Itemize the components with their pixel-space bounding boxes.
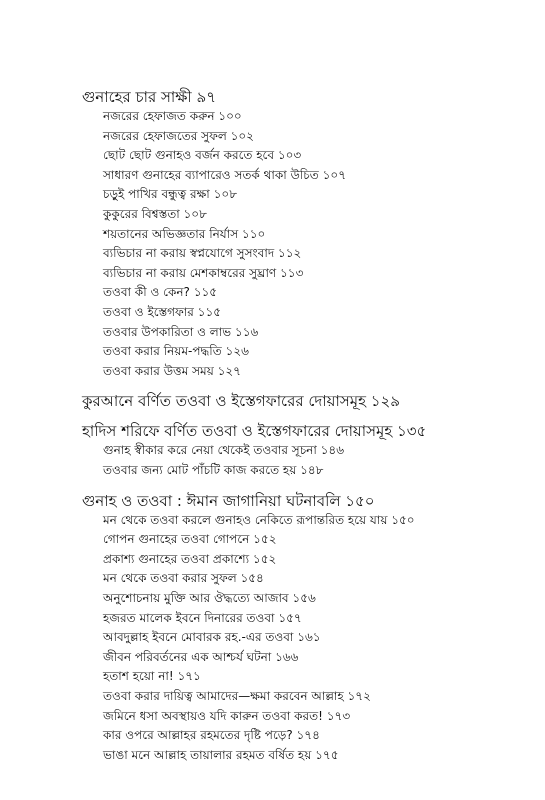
toc-entry: তওবার জন্য মোট পাঁচটি কাজ করতে হয় ১৪৮ bbox=[103, 463, 324, 477]
toc-entry: তওবা ও ইস্তেগফার ১১৫ bbox=[103, 305, 222, 319]
toc-entry: হতাশ হয়ো না! ১৭১ bbox=[103, 669, 201, 684]
toc-entry: গুনাহ স্বীকার করে নেয়া থেকেই তওবার সূচনা ১৪৬ bbox=[103, 443, 345, 458]
section-title-4: গুনাহ ও তওবা : ঈমান জাগানিয়া ঘটনাবলি ১৫০ bbox=[82, 491, 375, 510]
toc-entry: তওবার উপকারিতা ও লাভ ১১৬ bbox=[103, 324, 259, 339]
toc-entry: শয়তানের অভিজ্ঞতার নির্যাস ১১০ bbox=[103, 226, 266, 241]
section-title-2: কুরআনে বর্ণিত তওবা ও ইস্তেগফারের দোয়াসমূহ ১২৯ bbox=[82, 392, 400, 411]
section-title-1: গুনাহের চার সাক্ষী ৯৭ bbox=[82, 88, 216, 106]
toc-entry: গোপন গুনাহের তওবা গোপনে ১৫২ bbox=[103, 532, 277, 547]
toc-entry: তওবা কী ও কেন? ১১৫ bbox=[103, 285, 218, 300]
toc-entry: মন থেকে তওবা করলে গুনাহও নেকিতে রূপান্তরিত হয়ে যায় ১৫০ bbox=[103, 512, 415, 527]
toc-entry: ব্যভিচার না করায় স্বপ্নযোগে সুসংবাদ ১১২ bbox=[103, 246, 302, 261]
toc-entry: হজরত মালেক ইবনে দিনারের তওবা ১৫৭ bbox=[103, 610, 302, 625]
toc-entry: নজরের হেফাজতের সুফল ১০২ bbox=[103, 128, 254, 143]
section-title-3: হাদিস শরিফে বর্ণিত তওবা ও ইস্তেগফারের দোয়াসমূহ ১৩৫ bbox=[82, 422, 427, 441]
toc-entry: মন থেকে তওবা করার সুফল ১৫৪ bbox=[103, 571, 264, 586]
toc-entry: চড়ুই পাখির বন্ধুত্ব রক্ষা ১০৮ bbox=[103, 187, 237, 202]
toc-entry: তওবা করার নিয়ম-পদ্ধতি ১২৬ bbox=[103, 344, 249, 359]
toc-entry: ছোট ছোট গুনাহও বর্জন করতে হবে ১০৩ bbox=[103, 148, 302, 163]
toc-entry: কুকুরের বিশ্বস্ততা ১০৮ bbox=[103, 207, 207, 221]
toc-entry: জমিনে ধসা অবস্থায়ও যদি কারুন তওবা করত! ১৭৩ bbox=[103, 708, 351, 723]
toc-entry: ব্যভিচার না করায় মেশকাম্বরের সুঘ্রাণ ১১৩ bbox=[103, 265, 304, 280]
toc-entry: কার ওপরে আল্লাহর রহমতের দৃষ্টি পড়ে? ১৭৪ bbox=[103, 728, 320, 743]
toc-entry: সাধারণ গুনাহের ব্যাপারেও সতর্ক থাকা উচিত ১০৭ bbox=[103, 167, 346, 182]
toc-entry: অনুশোচনায় মুক্তি আর ঔদ্ধত্যে আজাব ১৫৬ bbox=[103, 591, 316, 605]
toc-entry: তওবা করার দায়িত্ব আমাদের—ক্ষমা করবেন আল্লাহ ১৭২ bbox=[103, 689, 371, 703]
toc-entry: নজরের হেফাজত করুন ১০০ bbox=[103, 109, 242, 123]
toc-entry: আবদুল্লাহ ইবনে মোবারক রহ.-এর তওবা ১৬১ bbox=[103, 630, 321, 645]
toc-entry: তওবা করার উত্তম সময় ১২৭ bbox=[103, 363, 241, 378]
toc-entry: ভাঙা মনে আল্লাহ তায়ালার রহমত বর্ষিত হয় ১৭৫ bbox=[103, 747, 339, 762]
toc-entry: জীবন পরিবর্তনের এক আশ্চর্য ঘটনা ১৬৬ bbox=[103, 649, 299, 664]
toc-entry: প্রকাশ্য গুনাহের তওবা প্রকাশ্যে ১৫২ bbox=[103, 551, 277, 566]
